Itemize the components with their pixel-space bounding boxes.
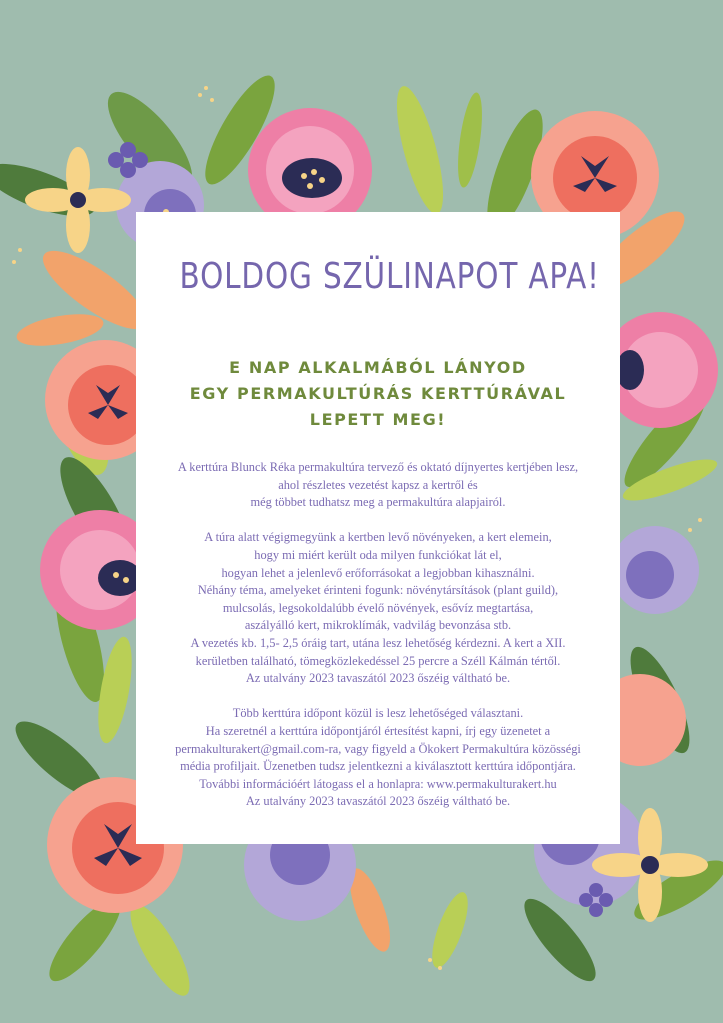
subtitle-line: EGY PERMAKULTÚRÁS KERTTÚRÁVAL xyxy=(189,384,567,403)
body-line: permakulturakert@gmail.com-ra, vagy figyeld a Ökokert Permakultúra közösségi xyxy=(175,741,581,756)
lavender-flower xyxy=(611,526,699,614)
body-line: A túra alatt végigmegyünk a kertben levő növényeken, a kert elemein, xyxy=(204,530,552,545)
body-line: Néhány téma, amelyeket érinteni fogunk: növénytársítások (plant guild), xyxy=(197,583,559,598)
body-line: média profiljait. Üzenetben tudsz jelentkezni a kiválasztott kerttúra időpontjára. xyxy=(180,759,576,774)
body-line: még többet tudhatsz meg a permakultúra alapjairól. xyxy=(250,495,506,510)
body-line: aszályálló kert, mikroklímák, vadvilág bevonzása stb. xyxy=(244,618,512,633)
body-line: ahol részletes vezetést kapsz a kertről és xyxy=(278,477,478,492)
body-line: További információért látogass el a honlapra: www.permakulturakert.hu xyxy=(199,776,557,791)
body-line: A kerttúra Blunck Réka permakultúra tervező és oktató díjnyertes kertjében lesz, xyxy=(177,460,579,474)
body-line: kerületben található, tömegközlekedéssel 25 percre a Széll Kálmán tértől. xyxy=(195,653,561,668)
subtitle-line: E NAP ALKALMÁBÓL LÁNYOD xyxy=(229,358,527,377)
body-line: Az utalvány 2023 tavaszától 2023 őszéig váltható be. xyxy=(245,794,511,809)
body-line: Ha szeretnél a kerttúra időpontjáról értesítést kapni, írj egy üzenetet a xyxy=(205,723,551,738)
body-line: Az utalvány 2023 tavaszától 2023 őszéig váltható be. xyxy=(245,671,511,686)
body-line: A vezetés kb. 1,5- 2,5 óráig tart, utána lesz lehetőség kérdezni. A kert a XII. xyxy=(190,635,566,650)
card-subtitle xyxy=(136,355,620,433)
body-line: Több kerttúra időpont közül is lesz lehetőséged választani. xyxy=(232,706,524,721)
body-line: hogyan lehet a jelenlevő erőforrásokat a legjobban kihasználni. xyxy=(221,565,535,580)
card-title: BOLDOG SZÜLINAPOT APA! xyxy=(179,256,600,297)
card-body xyxy=(136,459,620,811)
greeting-card xyxy=(136,212,620,844)
subtitle-line: LEPETT MEG! xyxy=(309,410,447,429)
body-line: mulcsolás, legsokoldalúbb évelő növények, esővíz megtartása, xyxy=(222,600,534,615)
body-line: hogy mi miért került oda milyen funkciókat lát el, xyxy=(254,547,502,562)
